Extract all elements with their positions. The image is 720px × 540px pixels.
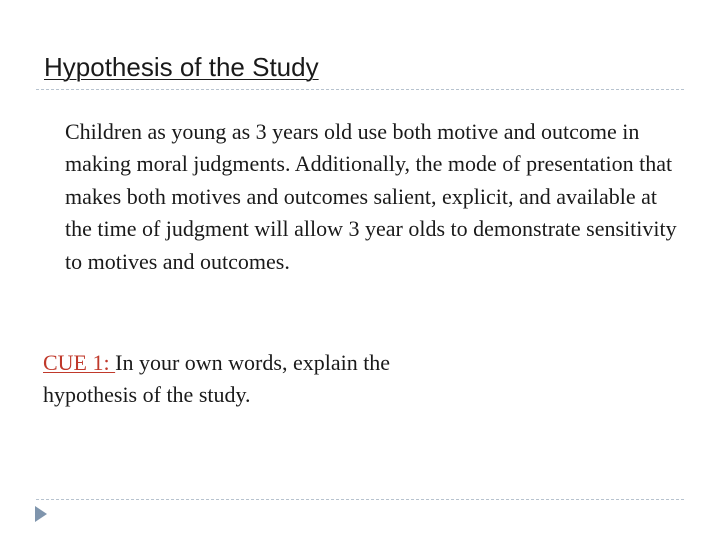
cue-label: CUE 1: (43, 350, 116, 375)
slide-title: Hypothesis of the Study (44, 52, 319, 82)
triangle-right-icon[interactable] (34, 505, 48, 523)
cue-text: In your own words, explain the hypothesis of the study. (43, 350, 391, 407)
bottom-divider (36, 499, 684, 500)
cue-prompt (43, 347, 463, 411)
top-divider (36, 89, 684, 90)
hypothesis-text: Children as young as 3 years old use both motive and outcome in making moral judgments. Additionally, the mode of presentation that makes both motives and outcomes salient, explicit, and available at the time of judgment will allow 3 year olds to demonstrate sensitivity to motives and outcomes. (65, 119, 677, 274)
